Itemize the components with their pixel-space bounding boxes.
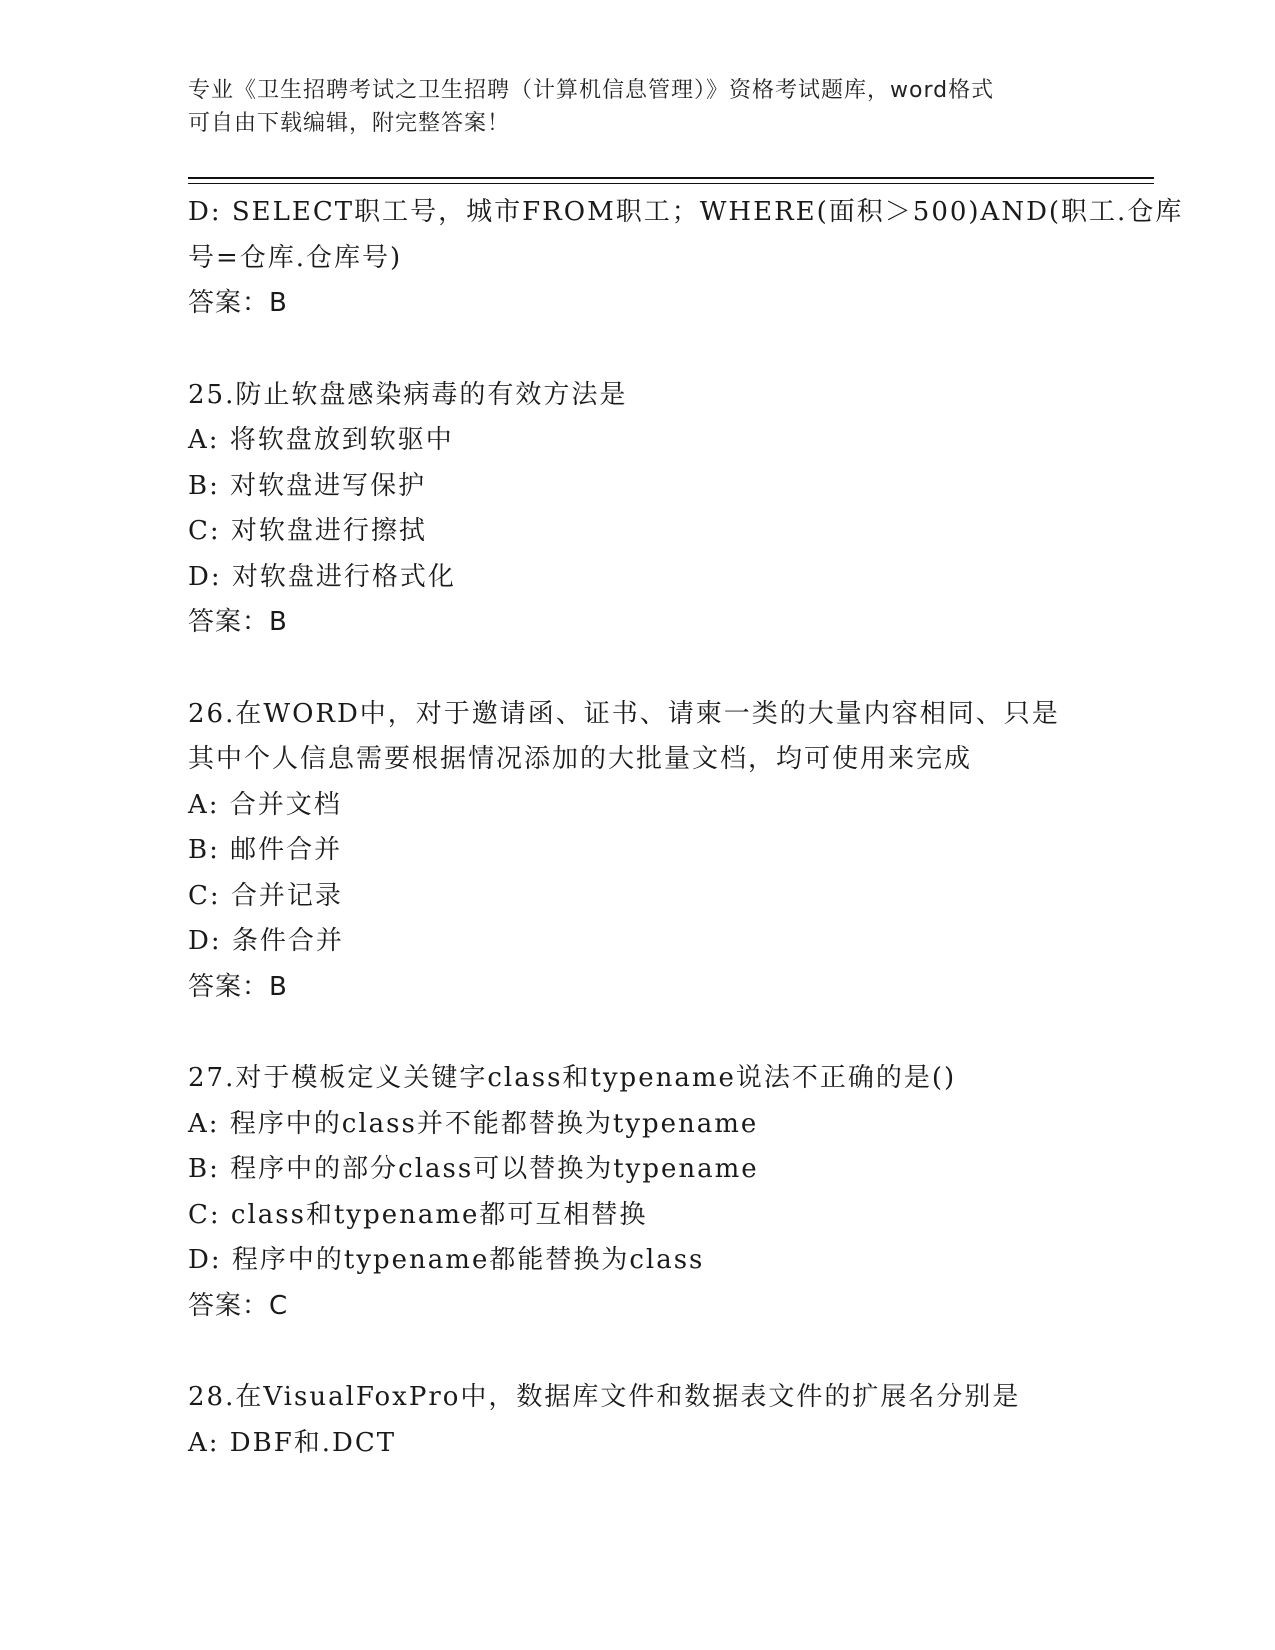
- spacer: [188, 1010, 1088, 1056]
- question-text: 25.防止软盘感染病毒的有效方法是: [188, 379, 628, 410]
- option-d-line-1: D: SELECT职工号，城市FROM职工；WHERE(面积＞500)AND(职工.仓库: [188, 197, 1184, 227]
- question-text-line-1: 26.在WORD中，对于邀请函、证书、请柬一类的大量内容相同、只是: [188, 698, 1060, 729]
- option-b: B: 对软盘进写保护: [188, 470, 427, 501]
- question-27: [188, 1056, 1088, 1329]
- question-text-line-2: 其中个人信息需要根据情况添加的大批量文档，均可使用来完成: [188, 744, 973, 774]
- spacer: [188, 646, 1088, 692]
- header-line-2: 可自由下载编辑，附完整答案！: [188, 111, 511, 136]
- answer: 答案：C: [188, 1290, 289, 1321]
- option-c: C: 合并记录: [188, 880, 343, 911]
- option-a: A: 程序中的class并不能都替换为typename: [188, 1108, 759, 1139]
- header-line-1: 专业《卫生招聘考试之卫生招聘（计算机信息管理）》资格考试题库，word格式: [188, 78, 995, 103]
- option-a: A: 将软盘放到软驱中: [188, 425, 454, 455]
- question-text: 28.在VisualFoxPro中，数据库文件和数据表文件的扩展名分别是: [188, 1382, 1021, 1412]
- question-28: [188, 1375, 1088, 1466]
- option-d: D: 程序中的typename都能替换为class: [188, 1245, 705, 1275]
- question-list: [188, 190, 1184, 1466]
- spacer: [188, 327, 1088, 373]
- answer: 答案：B: [188, 607, 288, 637]
- answer: 答案：B: [188, 971, 288, 1002]
- option-a: A: 合并文档: [188, 789, 342, 820]
- option-a: A: DBF和.DCT: [188, 1427, 397, 1458]
- option-c: C: class和typename都可互相替换: [188, 1199, 648, 1230]
- question-26: [188, 692, 1088, 1011]
- spacer: [188, 1329, 1088, 1375]
- header-divider-thin: [188, 183, 1154, 184]
- option-d: D: 对软盘进行格式化: [188, 561, 456, 592]
- option-c: C: 对软盘进行擦拭: [188, 516, 427, 546]
- document-header: [188, 74, 1088, 140]
- option-d-line-2: 号=仓库.仓库号): [188, 242, 403, 273]
- answer: 答案：B: [188, 288, 288, 318]
- option-d: D: 条件合并: [188, 926, 344, 956]
- option-b: B: 邮件合并: [188, 835, 343, 865]
- header-divider-thick: [188, 177, 1154, 179]
- question-25: [188, 373, 1088, 646]
- option-b: B: 程序中的部分class可以替换为typename: [188, 1154, 759, 1184]
- question-text: 27.对于模板定义关键字class和typename说法不正确的是(): [188, 1063, 957, 1093]
- question-24-tail: [188, 190, 1184, 327]
